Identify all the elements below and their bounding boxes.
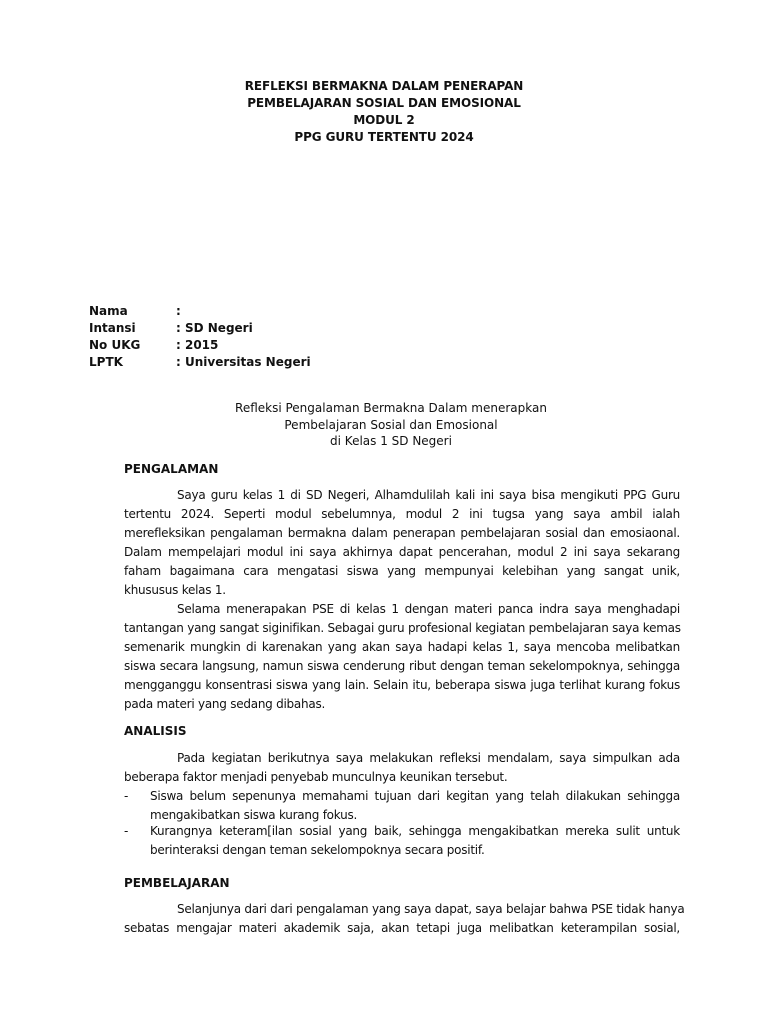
meta-label: LPTK	[89, 355, 123, 369]
text-line: siswa secara langsung, namun siswa cenderung ribut dengan teman sekelompoknya, sehingga	[124, 659, 680, 673]
section-heading-analisis: ANALISIS	[124, 724, 187, 738]
paragraph-analisis-1	[124, 749, 680, 787]
text-line: berinteraksi dengan teman sekelompoknya secara positif.	[150, 843, 485, 857]
document-title	[0, 78, 768, 146]
text-line: Dalam mempelajari modul ini saya akhirnya dapat pencerahan, modul 2 ini saya sekarang	[124, 545, 680, 559]
text-line: merefleksikan pengalaman bermakna dalam penerapan pembelajaran sosial dan emosiaonal.	[124, 526, 680, 540]
text-line: pada materi yang sedang dibahas.	[124, 697, 326, 711]
text-line: Siswa belum sepenunya memahami tujuan dari kegitan yang telah dilakukan sehingga	[150, 789, 680, 803]
bullet-item	[124, 787, 680, 825]
text-line: beberapa faktor menjadi penyebab munculnya keunikan tersebut.	[124, 770, 508, 784]
paragraph-pembelajaran-1	[124, 900, 685, 938]
text-line: Pada kegiatan berikutnya saya melakukan refleksi mendalam, saya simpulkan ada	[177, 751, 680, 765]
subtitle-line: Refleksi Pengalaman Bermakna Dalam menerapkan	[235, 401, 547, 415]
title-line: PEMBELAJARAN SOSIAL DAN EMOSIONAL	[247, 96, 521, 110]
meta-label: No UKG	[89, 338, 141, 352]
meta-row-intansi	[89, 320, 311, 337]
section-heading-pembelajaran: PEMBELAJARAN	[124, 876, 230, 890]
text-line: tantangan yang sangat siginifikan. Sebagai guru profesional kegiatan pembelajaran saya kemas	[124, 621, 681, 635]
bullet-dash: -	[124, 789, 129, 803]
meta-value: : Universitas Negeri	[176, 355, 311, 369]
text-line: Selama menerapakan PSE di kelas 1 dengan materi panca indra saya menghadapi	[177, 602, 680, 616]
subtitle-line: di Kelas 1 SD Negeri	[330, 434, 452, 448]
title-line: REFLEKSI BERMAKNA DALAM PENERAPAN	[244, 79, 524, 93]
meta-row-nama	[89, 303, 311, 320]
text-line: Kurangnya keteram[ilan sosial yang baik, sehingga mengakibatkan mereka sulit untuk	[150, 824, 680, 838]
document-subtitle	[0, 400, 768, 450]
text-line: faham bagaimana cara mengatasi siswa yang mempunyai kelebihan yang sangat unik,	[124, 564, 680, 578]
text-line: mengakibatkan siswa kurang fokus.	[150, 808, 358, 822]
meta-row-lptk	[89, 354, 311, 371]
subtitle-line: Pembelajaran Sosial dan Emosional	[284, 417, 498, 432]
section-heading-pengalaman: PENGALAMAN	[124, 462, 219, 476]
meta-value: : SD Negeri	[176, 321, 253, 335]
identity-table	[89, 303, 311, 371]
meta-row-no-ukg	[89, 337, 311, 354]
bullet-dash: -	[124, 824, 129, 838]
bullet-text	[150, 787, 680, 825]
text-line: tertentu 2024. Seperti modul sebelumnya, modul 2 ini tugsa yang saya ambil ialah	[124, 507, 680, 521]
text-line: sebatas mengajar materi akademik saja, akan tetapi juga melibatkan keterampilan sosial,	[124, 921, 680, 935]
text-line: mengganggu konsentrasi siswa yang lain. Selain itu, beberapa siswa juga terlihat kurang fokus	[124, 678, 680, 692]
bullet-text	[150, 822, 680, 860]
meta-value: : 2015	[176, 338, 219, 352]
text-line: khususus kelas 1.	[124, 583, 226, 597]
text-line: Saya guru kelas 1 di SD Negeri, Alhamdulilah kali ini saya bisa mengikuti PPG Guru	[177, 488, 680, 502]
meta-label: Intansi	[89, 321, 136, 335]
paragraph-pengalaman-1	[124, 486, 680, 600]
paragraph-pengalaman-2	[124, 600, 680, 714]
bullet-item	[124, 822, 680, 860]
title-line: MODUL 2	[353, 113, 415, 127]
title-line: PPG GURU TERTENTU 2024	[294, 130, 474, 144]
text-line: semenarik mungkin di karenakan yang akan saya hadapi kelas 1, saya mencoba melibatkan	[124, 640, 680, 654]
text-line: Selanjunya dari dari pengalaman yang saya dapat, saya belajar bahwa PSE tidak hanya	[177, 902, 685, 916]
meta-value: :	[176, 304, 181, 318]
meta-label: Nama	[89, 304, 128, 318]
